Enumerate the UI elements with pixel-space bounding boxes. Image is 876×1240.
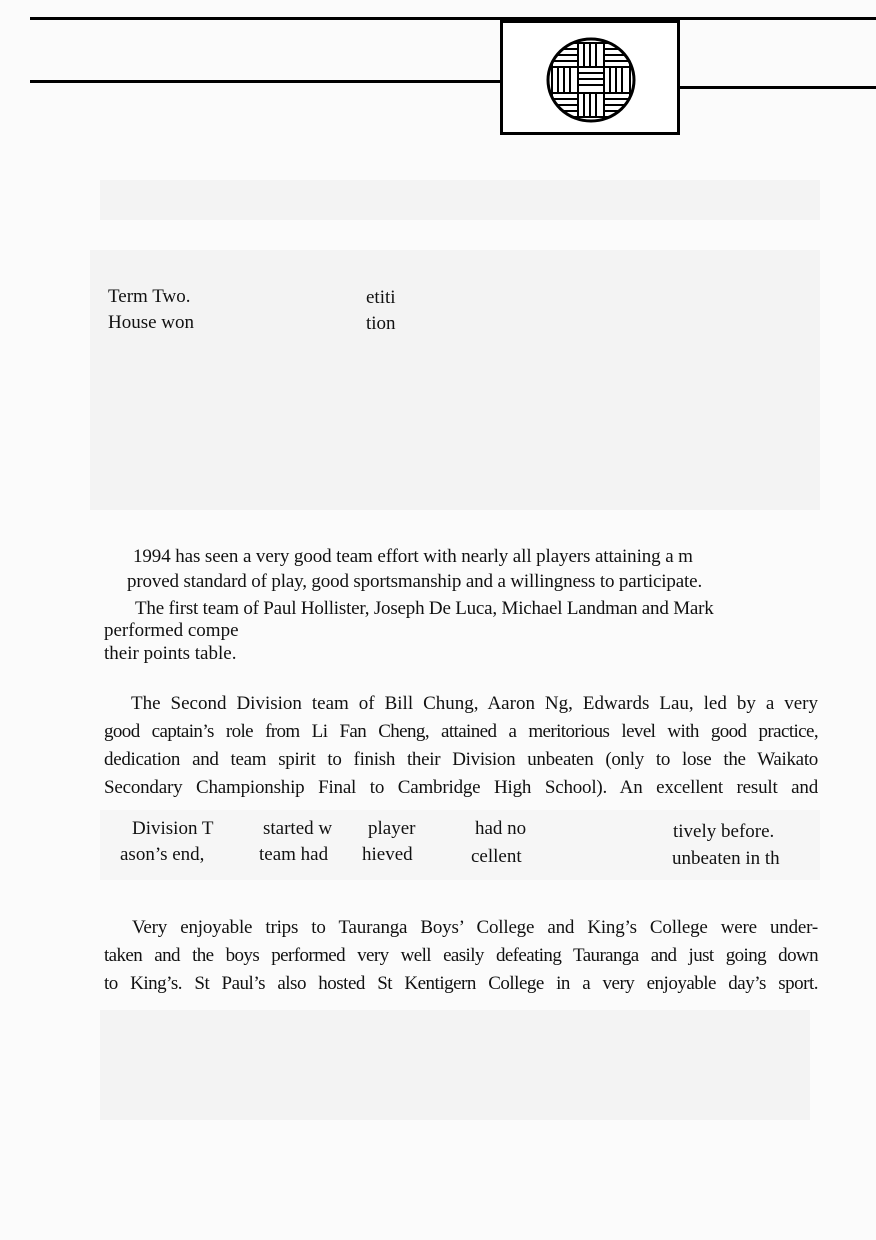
term-right-line-2: tion bbox=[366, 313, 396, 334]
fragment-r1-c1: Division T bbox=[132, 818, 214, 839]
header-lower-rule-right bbox=[678, 86, 876, 89]
para3-line-2: taken and the boys performed very well easily defeating Tauranga and just going down bbox=[104, 945, 818, 966]
fragment-r1-c3: player bbox=[368, 818, 416, 839]
para1-line-5: their points table. bbox=[104, 643, 237, 664]
para2-line-2: good captain’s role from Li Fan Cheng, attained a meritorious level with good practice, bbox=[104, 721, 818, 742]
basketweave-crest-icon bbox=[546, 37, 636, 123]
faded-text-area bbox=[100, 1010, 810, 1120]
fragment-r2-c1: ason’s end, bbox=[120, 844, 205, 865]
fragment-r1-c2: started w bbox=[263, 818, 333, 839]
fragment-r2-c4: cellent bbox=[471, 846, 522, 867]
faded-text-area bbox=[90, 250, 820, 510]
term-left-line-1: Term Two. bbox=[108, 286, 191, 307]
para2-line-4: Secondary Championship Final to Cambridge High School). An excellent result and bbox=[104, 777, 818, 798]
fragment-r2-c5: unbeaten in th bbox=[672, 848, 780, 869]
para2-line-3: dedication and team spirit to finish their Division unbeaten (only to lose the Waikato bbox=[104, 749, 818, 770]
faded-text-area bbox=[100, 180, 820, 220]
fragment-r2-c2: team had bbox=[259, 844, 329, 865]
para3-line-3: to King’s. St Paul’s also hosted St Kentigern College in a very enjoyable day’s sport. bbox=[104, 973, 818, 994]
para2 bbox=[104, 690, 818, 802]
para1-line-4: performed compe bbox=[104, 620, 239, 641]
fragment-r1-c5: tively before. bbox=[673, 821, 775, 842]
header-lower-rule-left bbox=[30, 80, 502, 83]
term-left-line-2: House won bbox=[108, 312, 195, 333]
para2-line-1: The Second Division team of Bill Chung, Aaron Ng, Edwards Lau, led by a very bbox=[131, 693, 818, 714]
para1-line-1: 1994 has seen a very good team effort with nearly all players attaining a m bbox=[133, 546, 693, 567]
para1-line-2: proved standard of play, good sportsmanship and a willingness to participate. bbox=[127, 571, 703, 592]
para3-line-1: Very enjoyable trips to Tauranga Boys’ College and King’s College were under- bbox=[132, 917, 818, 938]
fragment-r1-c4: had no bbox=[475, 818, 527, 839]
para3 bbox=[104, 914, 818, 998]
para1-line-3: The first team of Paul Hollister, Joseph De Luca, Michael Landman and Mark bbox=[135, 598, 714, 619]
header-top-rule bbox=[30, 17, 876, 20]
term-right-line-1: etiti bbox=[366, 287, 396, 308]
logo-box bbox=[500, 20, 680, 135]
fragment-r2-c3: hieved bbox=[362, 844, 413, 865]
